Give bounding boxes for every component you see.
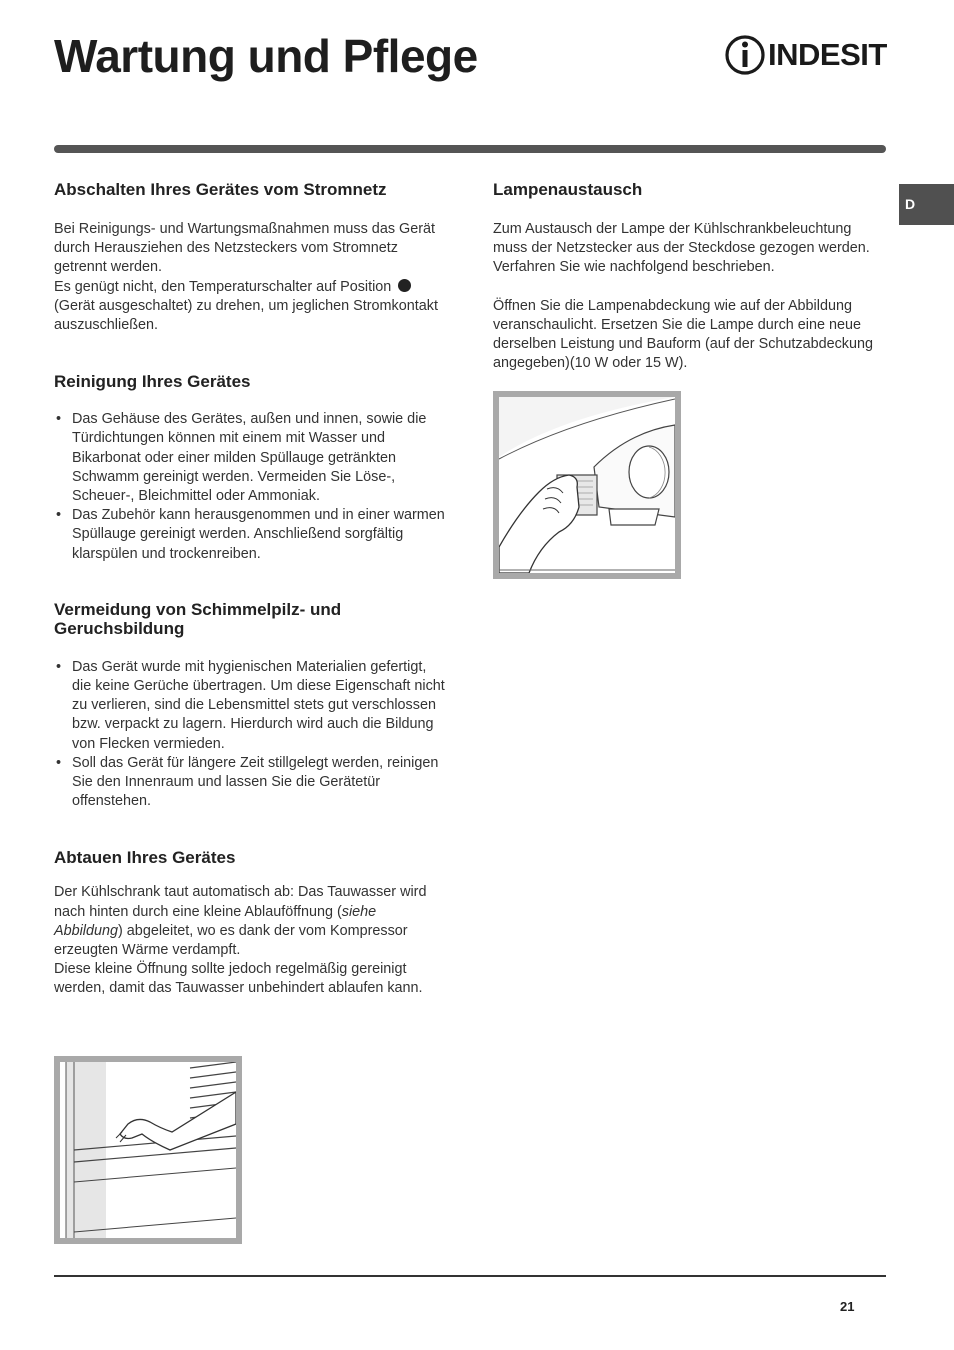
- lamp-illustration-drawing: [499, 397, 675, 573]
- off-position-dot-icon: [398, 279, 411, 292]
- section-heading-reinigung: Reinigung Ihres Gerätes: [54, 372, 251, 392]
- list-item: • Das Zubehör kann herausgenommen und in einer warmen Spüllauge gereinigt werden. Anschließend sorgfältig klarspülen und trockenreiben.: [54, 506, 446, 564]
- stromnetz-text-b: (Gerät ausgeschaltet) zu drehen, um jeglichen Stromkontakt auszuschließen.: [54, 297, 438, 334]
- page-number: 21: [840, 1299, 855, 1314]
- page-title: Wartung und Pflege: [54, 30, 478, 82]
- stromnetz-paragraph-1: Bei Reinigungs- und Wartungsmaßnahmen muss das Gerät durch Herausziehen des Netzsteckers vom Stromnetz getrennt werden.: [54, 221, 436, 276]
- right-column: [493, 180, 885, 373]
- indesit-logo-icon: [725, 32, 765, 78]
- abtauen-paragraph-2: Diese kleine Öffnung sollte jedoch regelmäßig gereinigt werden, damit das Tauwasser unbehindert ablaufen kann.: [54, 961, 423, 997]
- defrost-illustration-drawing: [60, 1062, 236, 1238]
- left-column: [54, 180, 446, 999]
- section-heading-schimmel: Vermeidung von Schimmelpilz- und Geruchsbildung: [54, 599, 342, 638]
- section-heading-lampe: Lampenaustausch: [493, 180, 643, 199]
- lamp-replacement-illustration: [493, 391, 681, 579]
- abtauen-text-italic: siehe Abbildung: [54, 903, 377, 939]
- list-item: • Das Gehäuse des Gerätes, außen und innen, sowie die Türdichtungen können mit einem mit Wasser und Bikarbonat oder einer milden Spüllauge getränkten Schwamm gereinigt werden. Vermeiden Sie Löse-, Scheuer-, Bleichmittel oder Ammoniak.: [54, 410, 446, 506]
- stromnetz-paragraph-2: [54, 278, 446, 336]
- defrost-drain-illustration: [54, 1056, 242, 1244]
- brand-wordmark: INDESIT: [768, 37, 887, 72]
- abtauen-paragraph-1: [54, 883, 446, 960]
- stromnetz-text-a: Es genügt nicht, den Temperaturschalter auf Position: [54, 278, 392, 295]
- section-heading-abtauen: Abtauen Ihres Gerätes: [54, 848, 236, 868]
- footer-divider: [54, 1275, 886, 1277]
- abtauen-text-a: Der Kühlschrank taut automatisch ab: Das Tauwasser wird nach hinten durch eine kleine Ablauföffnung (: [54, 884, 427, 920]
- abtauen-text-b: ) abgeleitet, wo es dank der vom Kompressor erzeugten Wärme verdampft.: [54, 922, 408, 959]
- list-item: • Soll das Gerät für längere Zeit stillgelegt werden, reinigen Sie den Innenraum und lassen Sie die Gerätetür offenstehen.: [54, 754, 446, 812]
- lampe-paragraph-2: Öffnen Sie die Lampenabdeckung wie auf der Abbildung veranschaulicht. Ersetzen Sie die Lampe durch eine neue derselben Leistung und Bauform (auf der Schutzabdeckung angegeben)(10 W oder 15 W).: [493, 297, 874, 372]
- reinigung-list: [54, 410, 446, 564]
- brand-logo: [725, 32, 887, 78]
- section-heading-stromnetz: Abschalten Ihres Gerätes vom Stromnetz: [54, 180, 387, 199]
- language-tab: D: [899, 184, 954, 225]
- schimmel-list: [54, 658, 446, 812]
- header-divider: [54, 145, 886, 153]
- list-item: • Das Gerät wurde mit hygienischen Materialien gefertigt, die keine Gerüche übertragen. Um diese Eigenschaft nicht zu verlieren, sind die Lebensmittel stets gut verschlossen bzw. verpackt zu lagern. Hierdurch wird auch die Bildung von Flecken vermieden.: [54, 658, 446, 754]
- lampe-paragraph-1: Zum Austausch der Lampe der Kühlschrankbeleuchtung muss der Netzstecker aus der Steckdose gezogen werden. Verfahren Sie wie nachfolgend beschrieben.: [493, 221, 870, 276]
